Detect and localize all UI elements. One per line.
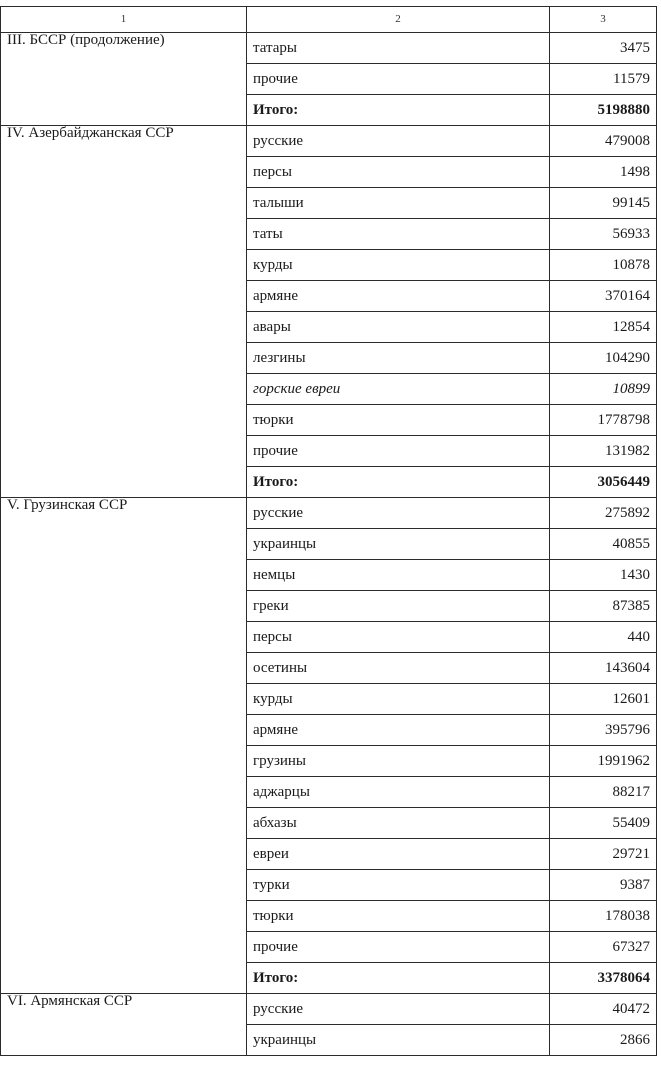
table-row: [1, 498, 657, 529]
population-value: 67327: [550, 932, 657, 963]
population-value: 56933: [550, 219, 657, 250]
republic-name: V. Грузинская ССР: [1, 498, 247, 994]
nationality-name: курды: [247, 250, 550, 281]
table-header: [1, 7, 657, 33]
population-value: 1430: [550, 560, 657, 591]
nationality-name: аджарцы: [247, 777, 550, 808]
table-row: [1, 126, 657, 157]
population-value: 104290: [550, 343, 657, 374]
population-value: 9387: [550, 870, 657, 901]
population-value: 143604: [550, 653, 657, 684]
population-value: 55409: [550, 808, 657, 839]
nationality-name: персы: [247, 157, 550, 188]
population-value: 479008: [550, 126, 657, 157]
nationality-name: татары: [247, 33, 550, 64]
total-value: 5198880: [550, 95, 657, 126]
nationality-name: персы: [247, 622, 550, 653]
column-number-3: 3: [550, 7, 657, 33]
total-label: Итого:: [247, 95, 550, 126]
column-number-1: 1: [1, 7, 247, 33]
nationality-name: талыши: [247, 188, 550, 219]
republic-name: IV. Азербайджанская ССР: [1, 126, 247, 498]
nationality-name: русские: [247, 126, 550, 157]
nationality-name: горские евреи: [247, 374, 550, 405]
table-row: [1, 33, 657, 64]
population-value: 88217: [550, 777, 657, 808]
population-value: 40855: [550, 529, 657, 560]
nationality-name: тюрки: [247, 901, 550, 932]
nationality-name: евреи: [247, 839, 550, 870]
population-value: 1991962: [550, 746, 657, 777]
census-table: [0, 6, 657, 1056]
population-value: 29721: [550, 839, 657, 870]
republic-name: III. БССР (продолжение): [1, 33, 247, 126]
republic-name: VI. Армянская ССР: [1, 994, 247, 1056]
nationality-name: армяне: [247, 715, 550, 746]
population-value: 12601: [550, 684, 657, 715]
population-value: 178038: [550, 901, 657, 932]
nationality-name: лезгины: [247, 343, 550, 374]
population-value: 1498: [550, 157, 657, 188]
population-value: 3475: [550, 33, 657, 64]
nationality-name: турки: [247, 870, 550, 901]
nationality-name: осетины: [247, 653, 550, 684]
nationality-name: русские: [247, 498, 550, 529]
population-value: 131982: [550, 436, 657, 467]
nationality-name: украинцы: [247, 1025, 550, 1056]
nationality-name: армяне: [247, 281, 550, 312]
nationality-name: греки: [247, 591, 550, 622]
total-value: 3378064: [550, 963, 657, 994]
nationality-name: прочие: [247, 436, 550, 467]
nationality-name: авары: [247, 312, 550, 343]
nationality-name: русские: [247, 994, 550, 1025]
table-row: [1, 994, 657, 1025]
population-value: 12854: [550, 312, 657, 343]
total-label: Итого:: [247, 467, 550, 498]
nationality-name: тюрки: [247, 405, 550, 436]
nationality-name: украинцы: [247, 529, 550, 560]
nationality-name: прочие: [247, 64, 550, 95]
header-row: [1, 7, 657, 33]
population-value: 10878: [550, 250, 657, 281]
nationality-name: абхазы: [247, 808, 550, 839]
nationality-name: курды: [247, 684, 550, 715]
nationality-name: таты: [247, 219, 550, 250]
population-value: 395796: [550, 715, 657, 746]
column-number-2: 2: [247, 7, 550, 33]
population-value: 40472: [550, 994, 657, 1025]
population-value: 99145: [550, 188, 657, 219]
population-value: 2866: [550, 1025, 657, 1056]
nationality-name: прочие: [247, 932, 550, 963]
total-value: 3056449: [550, 467, 657, 498]
population-value: 10899: [550, 374, 657, 405]
nationality-name: грузины: [247, 746, 550, 777]
population-value: 11579: [550, 64, 657, 95]
nationality-name: немцы: [247, 560, 550, 591]
population-value: 1778798: [550, 405, 657, 436]
table-body: [1, 33, 657, 1056]
population-value: 370164: [550, 281, 657, 312]
total-label: Итого:: [247, 963, 550, 994]
population-value: 87385: [550, 591, 657, 622]
population-value: 275892: [550, 498, 657, 529]
population-value: 440: [550, 622, 657, 653]
